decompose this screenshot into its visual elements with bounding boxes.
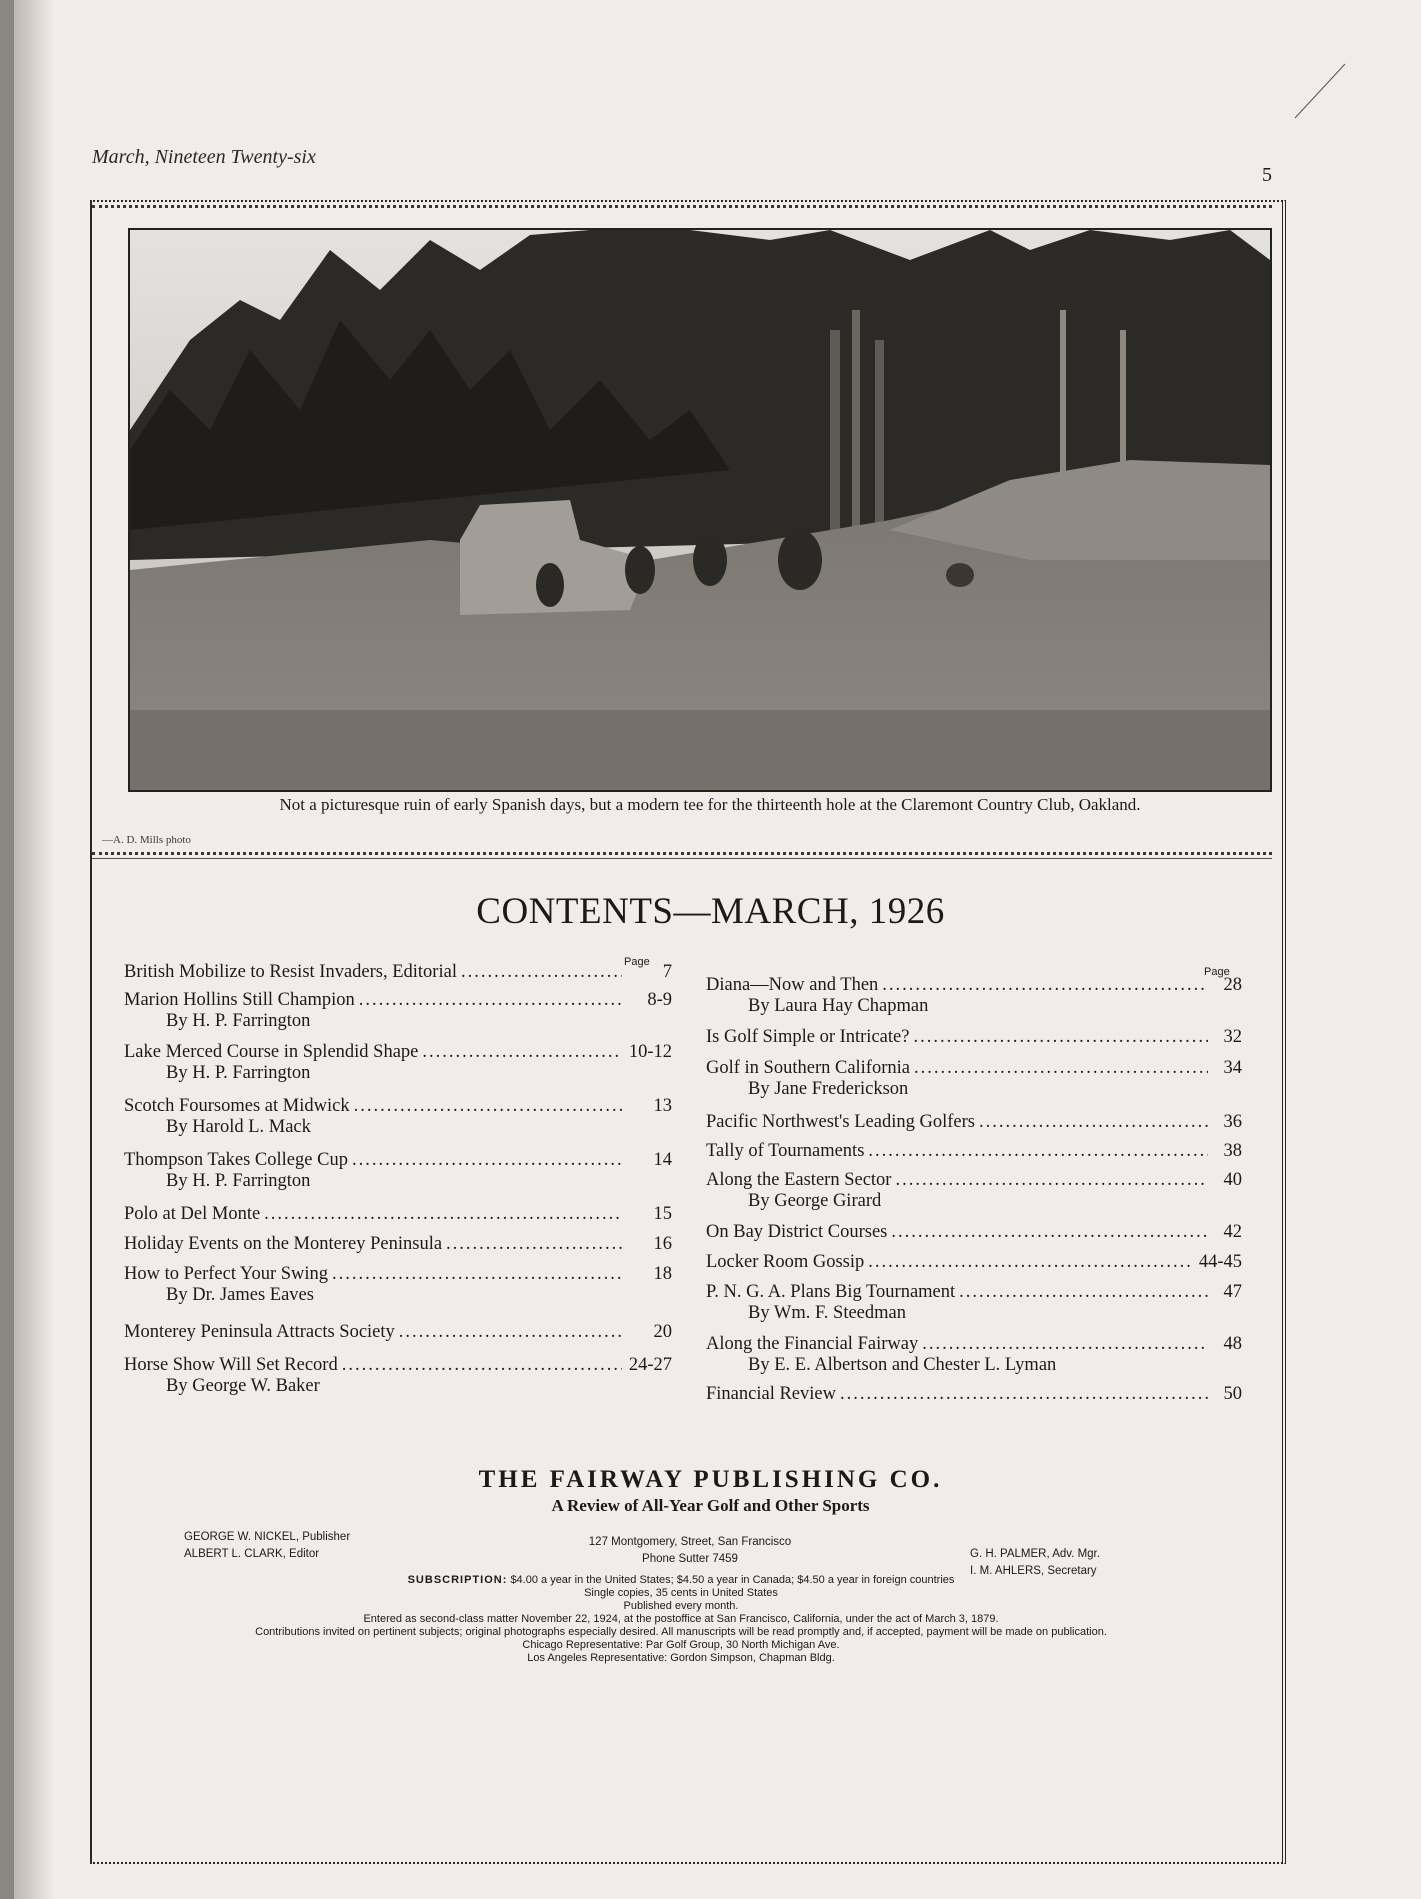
entry-title: Locker Room Gossip xyxy=(706,1252,865,1272)
subscription-label: SUBSCRIPTION: xyxy=(407,1574,508,1586)
publisher-name: THE FAIRWAY PUBLISHING CO. xyxy=(478,1466,943,1493)
contents-entry xyxy=(124,990,672,1011)
phone-line: Phone Sutter 7459 xyxy=(642,1553,738,1565)
entry-title: Diana—Now and Then xyxy=(706,975,879,995)
entry-title: Lake Merced Course in Splendid Shape xyxy=(124,1042,419,1062)
contents-entry xyxy=(124,1204,672,1225)
editor-line: ALBERT L. CLARK, Editor xyxy=(184,1548,320,1560)
entry-page: 38 xyxy=(1223,1141,1242,1161)
crease-mark xyxy=(1290,60,1350,120)
entry-byline: By George W. Baker xyxy=(166,1376,320,1396)
photo-caption: Not a picturesque ruin of early Spanish days, but a modern tee for the thirteenth hole at the Claremont Country Club, Oakland. xyxy=(279,795,1141,814)
photo-illustration xyxy=(130,230,1270,790)
contents-entry xyxy=(124,962,672,983)
running-head: March, Nineteen Twenty-six xyxy=(92,146,316,168)
entry-page: 20 xyxy=(653,1322,672,1342)
contents-entry xyxy=(124,1264,672,1285)
contents-entry xyxy=(706,1058,1242,1079)
secretary-line: I. M. AHLERS, Secretary xyxy=(970,1565,1097,1577)
entry-title: Marion Hollins Still Champion xyxy=(124,990,355,1010)
entry-page: 42 xyxy=(1223,1222,1242,1242)
entry-title: Polo at Del Monte xyxy=(124,1204,261,1224)
subscription-text: $4.00 a year in the United States; $4.50 a year in Canada; $4.50 a year in foreign countries xyxy=(510,1574,955,1586)
publisher-line: GEORGE W. NICKEL, Publisher xyxy=(184,1531,351,1543)
entry-byline: By H. P. Farrington xyxy=(166,1063,311,1083)
entered-notice: Entered as second-class matter November 22, 1924, at the postoffice at San Francisco, California, under the act of March 3, 1879. xyxy=(363,1613,999,1625)
contents-entry xyxy=(124,1042,672,1063)
contents-entry xyxy=(124,1234,672,1255)
contents-right-column xyxy=(706,975,1242,1405)
entry-page: 34 xyxy=(1223,1058,1242,1078)
entry-page: 8-9 xyxy=(647,990,672,1010)
entry-page: 10-12 xyxy=(628,1042,672,1062)
entry-byline: By George Girard xyxy=(748,1191,882,1211)
entry-byline: By Wm. F. Steedman xyxy=(748,1303,906,1323)
adv-mgr-line: G. H. PALMER, Adv. Mgr. xyxy=(970,1548,1100,1560)
entry-title: Horse Show Will Set Record xyxy=(124,1355,338,1375)
published-frequency: Published every month. xyxy=(623,1600,739,1612)
chicago-representative: Chicago Representative: Par Golf Group, 30 North Michigan Ave. xyxy=(522,1639,840,1651)
entry-page: 32 xyxy=(1223,1027,1242,1047)
entry-page: 47 xyxy=(1223,1282,1242,1302)
photo-credit: —A. D. Mills photo xyxy=(102,834,191,846)
entry-page: 36 xyxy=(1223,1112,1242,1132)
entry-byline: By H. P. Farrington xyxy=(166,1171,311,1191)
contents-entry xyxy=(124,1150,672,1171)
fine-print xyxy=(186,1574,1176,1665)
entry-page: 40 xyxy=(1223,1170,1242,1190)
entry-byline: By E. E. Albertson and Chester L. Lyman xyxy=(748,1355,1057,1375)
contents-entry xyxy=(706,1282,1242,1303)
contents-entry xyxy=(706,1334,1242,1355)
entry-page: 24-27 xyxy=(628,1355,672,1375)
entry-page: 48 xyxy=(1223,1334,1242,1354)
contents-entry xyxy=(706,975,1242,996)
entry-title: Golf in Southern California xyxy=(706,1058,910,1078)
contents-entry xyxy=(706,1252,1242,1273)
contents-entry xyxy=(706,1112,1242,1133)
publisher-block xyxy=(0,1466,1421,1516)
contents-entry xyxy=(706,1141,1242,1162)
contributions-notice: Contributions invited on pertinent subjects; original photographs especially desired. All manuscripts will be read promptly and, if accepted, payment will be made on publication. xyxy=(255,1626,1107,1638)
entry-title: Holiday Events on the Monterey Peninsula xyxy=(124,1234,443,1254)
binding-shadow xyxy=(14,0,54,1899)
entry-byline: By Laura Hay Chapman xyxy=(748,996,929,1016)
section-divider-dotted xyxy=(92,852,1272,855)
entry-title: Pacific Northwest's Leading Golfers xyxy=(706,1112,975,1132)
contents-entry xyxy=(124,1322,672,1343)
entry-byline: By H. P. Farrington xyxy=(166,1011,311,1031)
right-page-column-label: Page xyxy=(1204,966,1230,978)
single-copies: Single copies, 35 cents in United States xyxy=(584,1587,778,1599)
los-angeles-representative: Los Angeles Representative: Gordon Simpson, Chapman Bldg. xyxy=(527,1652,835,1664)
entry-page: 14 xyxy=(653,1150,672,1170)
golf-course-photo xyxy=(128,228,1272,792)
entry-title: Financial Review xyxy=(706,1384,836,1404)
entry-title: On Bay District Courses xyxy=(706,1222,888,1242)
frame-top-rule xyxy=(92,205,1272,208)
contents-entry xyxy=(706,1384,1242,1405)
section-divider-line xyxy=(92,858,1272,859)
page-number: 5 xyxy=(1262,164,1272,186)
contents-entry xyxy=(124,1355,672,1376)
entry-title: P. N. G. A. Plans Big Tournament xyxy=(706,1282,956,1302)
entry-byline: By Dr. James Eaves xyxy=(166,1285,314,1305)
contents-entry xyxy=(706,1222,1242,1243)
contents-entry xyxy=(124,1096,672,1117)
entry-title: Along the Eastern Sector xyxy=(706,1170,892,1190)
entry-title: Tally of Tournaments xyxy=(706,1141,865,1161)
entry-title: Monterey Peninsula Attracts Society xyxy=(124,1322,395,1342)
entry-title: Along the Financial Fairway xyxy=(706,1334,919,1354)
contents-left-column xyxy=(124,962,672,1397)
entry-page: 7 xyxy=(662,962,672,982)
entry-title: Is Golf Simple or Intricate? xyxy=(706,1027,910,1047)
entry-title: Thompson Takes College Cup xyxy=(124,1150,348,1170)
contents-entry xyxy=(706,1027,1242,1048)
entry-page: 15 xyxy=(653,1204,672,1224)
contents-title: CONTENTS—MARCH, 1926 xyxy=(476,891,945,932)
staff-left xyxy=(184,1529,350,1563)
contents-entry xyxy=(706,1170,1242,1191)
entry-page: 44-45 xyxy=(1198,1252,1242,1272)
entry-page: 13 xyxy=(653,1096,672,1116)
entry-title: Scotch Foursomes at Midwick xyxy=(124,1096,350,1116)
address-line: 127 Montgomery, Street, San Francisco xyxy=(588,1536,792,1548)
entry-title: How to Perfect Your Swing xyxy=(124,1264,329,1284)
publisher-tagline: A Review of All-Year Golf and Other Sports xyxy=(551,1496,870,1515)
entry-page: 50 xyxy=(1223,1384,1242,1404)
entry-page: 16 xyxy=(653,1234,672,1254)
address-block xyxy=(520,1534,860,1568)
entry-title: British Mobilize to Resist Invaders, Editorial xyxy=(124,962,457,982)
entry-byline: By Harold L. Mack xyxy=(166,1117,311,1137)
left-page-column-label: Page xyxy=(624,956,650,968)
entry-byline: By Jane Frederickson xyxy=(748,1079,909,1099)
entry-page: 28 xyxy=(1223,975,1242,995)
entry-page: 18 xyxy=(653,1264,672,1284)
